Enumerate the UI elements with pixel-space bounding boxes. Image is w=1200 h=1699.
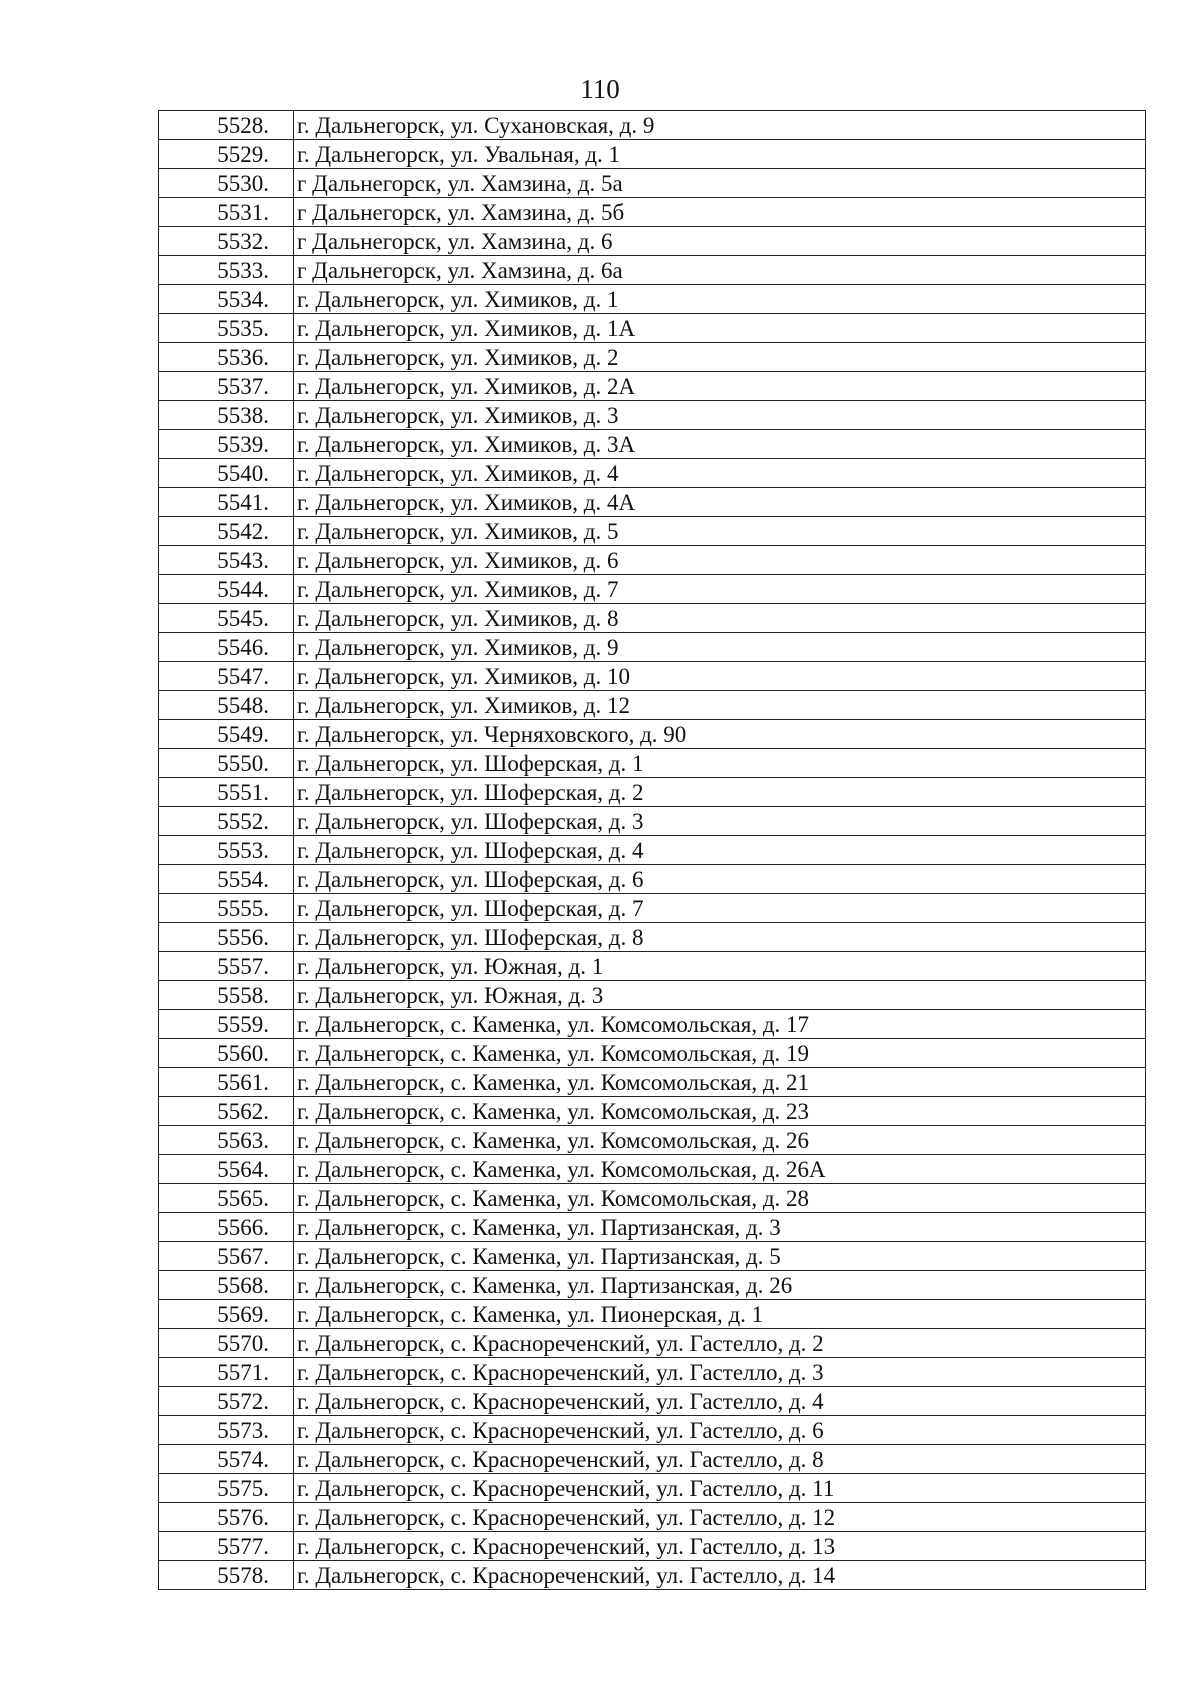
row-number-cell: 5577. <box>159 1532 294 1561</box>
table-row <box>159 430 1146 459</box>
address-cell: г. Дальнегорск, ул. Увальная, д. 1 <box>294 140 1146 169</box>
address-cell: г. Дальнегорск, ул. Шоферская, д. 7 <box>294 894 1146 923</box>
table-row <box>159 256 1146 285</box>
row-number-cell: 5566. <box>159 1213 294 1242</box>
address-cell: г Дальнегорск, ул. Хамзина, д. 6 <box>294 227 1146 256</box>
address-cell: г. Дальнегорск, ул. Химиков, д. 3 <box>294 401 1146 430</box>
address-cell: г. Дальнегорск, с. Каменка, ул. Партизанская, д. 3 <box>294 1213 1146 1242</box>
row-number-cell: 5534. <box>159 285 294 314</box>
table-row <box>159 372 1146 401</box>
table-row <box>159 517 1146 546</box>
address-cell: г. Дальнегорск, ул. Южная, д. 1 <box>294 952 1146 981</box>
address-cell: г. Дальнегорск, с. Каменка, ул. Комсомольская, д. 26А <box>294 1155 1146 1184</box>
row-number-cell: 5533. <box>159 256 294 285</box>
row-number-cell: 5542. <box>159 517 294 546</box>
address-cell: г. Дальнегорск, ул. Шоферская, д. 6 <box>294 865 1146 894</box>
row-number-cell: 5535. <box>159 314 294 343</box>
row-number-cell: 5550. <box>159 749 294 778</box>
address-cell: г. Дальнегорск, с. Каменка, ул. Комсомольская, д. 28 <box>294 1184 1146 1213</box>
row-number-cell: 5552. <box>159 807 294 836</box>
table-row <box>159 575 1146 604</box>
row-number-cell: 5567. <box>159 1242 294 1271</box>
table-row <box>159 836 1146 865</box>
address-cell: г. Дальнегорск, с. Краснореченский, ул. Гастелло, д. 2 <box>294 1329 1146 1358</box>
table-row <box>159 1010 1146 1039</box>
row-number-cell: 5576. <box>159 1503 294 1532</box>
address-cell: г. Дальнегорск, ул. Шоферская, д. 3 <box>294 807 1146 836</box>
table-row <box>159 546 1146 575</box>
table-row <box>159 1532 1146 1561</box>
address-cell: г. Дальнегорск, ул. Химиков, д. 1 <box>294 285 1146 314</box>
page-number: 110 <box>580 74 620 104</box>
row-number-cell: 5554. <box>159 865 294 894</box>
address-cell: г. Дальнегорск, с. Краснореченский, ул. Гастелло, д. 12 <box>294 1503 1146 1532</box>
table-row <box>159 1068 1146 1097</box>
table-row <box>159 343 1146 372</box>
address-cell: г. Дальнегорск, ул. Шоферская, д. 8 <box>294 923 1146 952</box>
table-row <box>159 111 1146 140</box>
table-row <box>159 894 1146 923</box>
row-number-cell: 5560. <box>159 1039 294 1068</box>
address-cell: г. Дальнегорск, с. Краснореченский, ул. Гастелло, д. 11 <box>294 1474 1146 1503</box>
address-cell: г. Дальнегорск, ул. Черняховского, д. 90 <box>294 720 1146 749</box>
address-cell: г. Дальнегорск, с. Каменка, ул. Комсомольская, д. 21 <box>294 1068 1146 1097</box>
row-number-cell: 5548. <box>159 691 294 720</box>
table-row <box>159 459 1146 488</box>
table-row <box>159 1126 1146 1155</box>
row-number-cell: 5541. <box>159 488 294 517</box>
table-row <box>159 778 1146 807</box>
row-number-cell: 5538. <box>159 401 294 430</box>
table-row <box>159 749 1146 778</box>
table-row <box>159 1271 1146 1300</box>
table-row <box>159 227 1146 256</box>
address-cell: г. Дальнегорск, ул. Химиков, д. 9 <box>294 633 1146 662</box>
address-cell: г. Дальнегорск, с. Каменка, ул. Партизанская, д. 5 <box>294 1242 1146 1271</box>
table-row <box>159 1184 1146 1213</box>
table-row <box>159 1329 1146 1358</box>
row-number-cell: 5573. <box>159 1416 294 1445</box>
address-cell: г. Дальнегорск, с. Каменка, ул. Пионерская, д. 1 <box>294 1300 1146 1329</box>
table-row <box>159 1039 1146 1068</box>
table-row <box>159 1242 1146 1271</box>
table-row <box>159 401 1146 430</box>
row-number-cell: 5561. <box>159 1068 294 1097</box>
table-row <box>159 169 1146 198</box>
row-number-cell: 5559. <box>159 1010 294 1039</box>
row-number-cell: 5528. <box>159 111 294 140</box>
address-cell: г. Дальнегорск, ул. Химиков, д. 12 <box>294 691 1146 720</box>
row-number-cell: 5545. <box>159 604 294 633</box>
row-number-cell: 5562. <box>159 1097 294 1126</box>
address-cell: г. Дальнегорск, с. Краснореченский, ул. Гастелло, д. 6 <box>294 1416 1146 1445</box>
row-number-cell: 5569. <box>159 1300 294 1329</box>
table-row <box>159 488 1146 517</box>
row-number-cell: 5530. <box>159 169 294 198</box>
row-number-cell: 5536. <box>159 343 294 372</box>
table-row <box>159 1300 1146 1329</box>
table-row <box>159 604 1146 633</box>
address-cell: г. Дальнегорск, ул. Шоферская, д. 4 <box>294 836 1146 865</box>
address-cell: г. Дальнегорск, с. Каменка, ул. Комсомольская, д. 19 <box>294 1039 1146 1068</box>
address-table <box>158 110 1146 1590</box>
address-cell: г. Дальнегорск, ул. Шоферская, д. 2 <box>294 778 1146 807</box>
table-row <box>159 140 1146 169</box>
row-number-cell: 5531. <box>159 198 294 227</box>
table-row <box>159 633 1146 662</box>
table-row <box>159 1561 1146 1590</box>
row-number-cell: 5578. <box>159 1561 294 1590</box>
table-row <box>159 1445 1146 1474</box>
address-cell: г. Дальнегорск, ул. Химиков, д. 3А <box>294 430 1146 459</box>
address-cell: г. Дальнегорск, ул. Химиков, д. 7 <box>294 575 1146 604</box>
address-table-body <box>159 111 1146 1590</box>
row-number-cell: 5558. <box>159 981 294 1010</box>
address-cell: г. Дальнегорск, ул. Химиков, д. 2А <box>294 372 1146 401</box>
address-cell: г. Дальнегорск, ул. Шоферская, д. 1 <box>294 749 1146 778</box>
row-number-cell: 5549. <box>159 720 294 749</box>
address-cell: г Дальнегорск, ул. Хамзина, д. 5а <box>294 169 1146 198</box>
address-cell: г. Дальнегорск, с. Каменка, ул. Комсомольская, д. 23 <box>294 1097 1146 1126</box>
table-row <box>159 720 1146 749</box>
address-cell: г. Дальнегорск, с. Краснореченский, ул. Гастелло, д. 3 <box>294 1358 1146 1387</box>
address-cell: г. Дальнегорск, с. Каменка, ул. Комсомольская, д. 26 <box>294 1126 1146 1155</box>
address-cell: г. Дальнегорск, ул. Химиков, д. 2 <box>294 343 1146 372</box>
row-number-cell: 5547. <box>159 662 294 691</box>
table-row <box>159 1503 1146 1532</box>
address-cell: г. Дальнегорск, с. Краснореченский, ул. Гастелло, д. 8 <box>294 1445 1146 1474</box>
table-row <box>159 1155 1146 1184</box>
address-cell: г. Дальнегорск, с. Каменка, ул. Партизанская, д. 26 <box>294 1271 1146 1300</box>
table-row <box>159 285 1146 314</box>
table-row <box>159 981 1146 1010</box>
table-row <box>159 952 1146 981</box>
address-cell: г. Дальнегорск, ул. Южная, д. 3 <box>294 981 1146 1010</box>
address-cell: г. Дальнегорск, ул. Химиков, д. 4А <box>294 488 1146 517</box>
table-row <box>159 1097 1146 1126</box>
address-cell: г. Дальнегорск, ул. Химиков, д. 1А <box>294 314 1146 343</box>
row-number-cell: 5564. <box>159 1155 294 1184</box>
table-row <box>159 1474 1146 1503</box>
address-cell: г. Дальнегорск, с. Краснореченский, ул. Гастелло, д. 14 <box>294 1561 1146 1590</box>
row-number-cell: 5568. <box>159 1271 294 1300</box>
address-cell: г. Дальнегорск, ул. Химиков, д. 5 <box>294 517 1146 546</box>
table-row <box>159 691 1146 720</box>
row-number-cell: 5574. <box>159 1445 294 1474</box>
row-number-cell: 5546. <box>159 633 294 662</box>
row-number-cell: 5529. <box>159 140 294 169</box>
table-row <box>159 1213 1146 1242</box>
table-row <box>159 807 1146 836</box>
table-row <box>159 1416 1146 1445</box>
row-number-cell: 5563. <box>159 1126 294 1155</box>
address-cell: г. Дальнегорск, с. Краснореченский, ул. Гастелло, д. 13 <box>294 1532 1146 1561</box>
row-number-cell: 5557. <box>159 952 294 981</box>
row-number-cell: 5572. <box>159 1387 294 1416</box>
row-number-cell: 5537. <box>159 372 294 401</box>
table-row <box>159 198 1146 227</box>
row-number-cell: 5555. <box>159 894 294 923</box>
row-number-cell: 5565. <box>159 1184 294 1213</box>
row-number-cell: 5532. <box>159 227 294 256</box>
address-cell: г. Дальнегорск, ул. Химиков, д. 4 <box>294 459 1146 488</box>
row-number-cell: 5544. <box>159 575 294 604</box>
table-row <box>159 314 1146 343</box>
table-row <box>159 662 1146 691</box>
address-cell: г. Дальнегорск, с. Каменка, ул. Комсомольская, д. 17 <box>294 1010 1146 1039</box>
address-cell: г. Дальнегорск, ул. Химиков, д. 8 <box>294 604 1146 633</box>
row-number-cell: 5540. <box>159 459 294 488</box>
row-number-cell: 5539. <box>159 430 294 459</box>
address-cell: г. Дальнегорск, ул. Химиков, д. 10 <box>294 662 1146 691</box>
table-row <box>159 865 1146 894</box>
row-number-cell: 5551. <box>159 778 294 807</box>
address-cell: г. Дальнегорск, ул. Сухановская, д. 9 <box>294 111 1146 140</box>
address-cell: г Дальнегорск, ул. Хамзина, д. 5б <box>294 198 1146 227</box>
table-row <box>159 1387 1146 1416</box>
row-number-cell: 5571. <box>159 1358 294 1387</box>
row-number-cell: 5556. <box>159 923 294 952</box>
address-cell: г. Дальнегорск, ул. Химиков, д. 6 <box>294 546 1146 575</box>
row-number-cell: 5570. <box>159 1329 294 1358</box>
row-number-cell: 5543. <box>159 546 294 575</box>
table-row <box>159 1358 1146 1387</box>
address-cell: г Дальнегорск, ул. Хамзина, д. 6а <box>294 256 1146 285</box>
row-number-cell: 5575. <box>159 1474 294 1503</box>
row-number-cell: 5553. <box>159 836 294 865</box>
address-cell: г. Дальнегорск, с. Краснореченский, ул. Гастелло, д. 4 <box>294 1387 1146 1416</box>
table-row <box>159 923 1146 952</box>
